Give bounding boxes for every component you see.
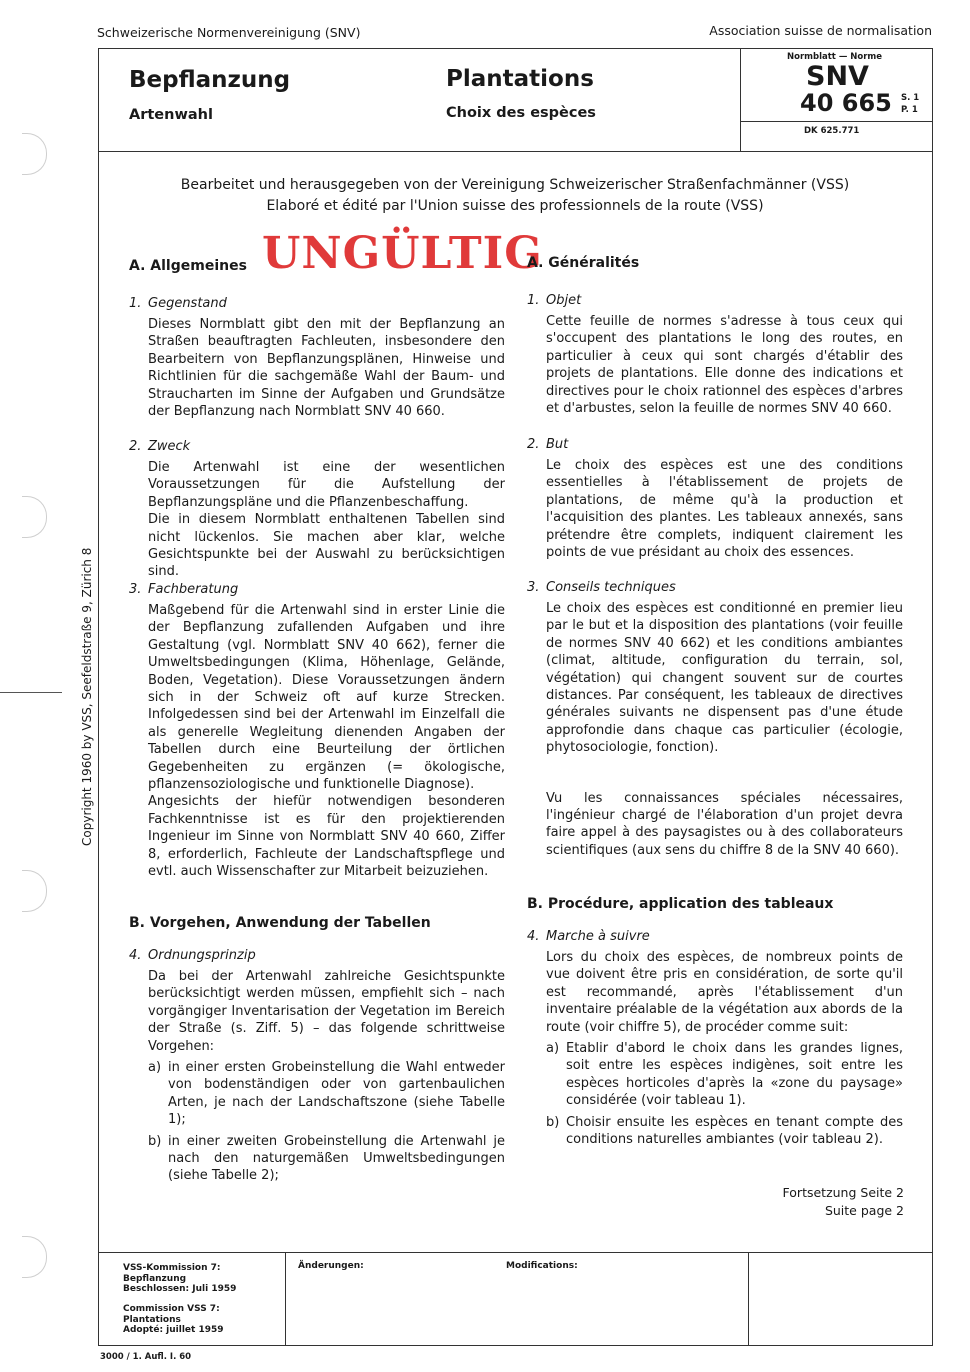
copyright-note: Copyright 1960 by VSS, Seefeldstraße 9, Zürich 8: [80, 547, 94, 846]
de-section-2: [129, 439, 505, 581]
publisher-block: [120, 175, 910, 217]
de-section-4: [129, 948, 505, 1185]
section-number: 4.: [129, 948, 142, 963]
section-text: Da bei der Artenwahl zahlreiche Gesichtspunkte berücksichtigt werden müssen, empfiehlt sich – nach vorgängiger Inventarisation der Vegetation im Bereich der Straße (s. Ziff. 5) – das folgende schrittweise Vorgehen:: [148, 969, 505, 1054]
continuation-fr: Suite page 2: [824, 1202, 904, 1218]
section-number: 2.: [129, 439, 142, 454]
section-text: Le choix des espèces est conditionné en premier lieu par le but et la disposition des plantations (voir feuille de normes SNV 40 662) et les conditions ambiantes (climat, altitude, configuration du terrain, sol, végétation) qui changent souvent sur de courtes distances. Par conséquent, les tableaux de directives générales suivants ne dispensent pas d'une étude approfondie dans chaque cas particulier (écologie, phytosociologie, fonction).: [546, 601, 903, 756]
norm-label: Normblatt — Norme: [787, 52, 883, 62]
list-letter: b): [148, 1133, 162, 1149]
section-b-de: B. Vorgehen, Anwendung der Tabellen: [129, 915, 431, 931]
commission-fr-line: Plantations: [123, 1314, 181, 1325]
commission-de-line: VSS-Kommission 7:: [123, 1263, 221, 1273]
title-fr: Plantations: [446, 66, 594, 92]
fr-section-2: [527, 437, 903, 561]
list-text: in einer zweiten Grobeinstellung die Artenwahl je nach den naturgemäßen Umweltsbedingungen (siehe Tabelle 2);: [168, 1133, 505, 1184]
frame-line: [98, 1345, 933, 1346]
section-title: Gegenstand: [148, 296, 227, 311]
section-text: Lors du choix des espèces, de nombreux points de vue doivent être pris en considération, de sorte qu'il est recommandé, après l'établissement d'un inventaire préalable de la végétation aux abords de la route (voir chiffre 5), de procéder comme suit:: [546, 950, 903, 1035]
list-text: Etablir d'abord le choix dans les grandes lignes, soit entre les espèces indigènes, soit entre les espèces horticoles d'après la «zone du paysage» considérée (voir tableau 1).: [566, 1041, 903, 1109]
footer-line: [98, 1252, 933, 1253]
header-separator: [98, 151, 933, 152]
section-text: Le choix des espèces est une des conditions essentielles à l'établissement de projets de plantations, de même qu'à la production et l'acquisition des plantes. Les tableaux annexés, sans prétendre être complets, indiquent clairement les points de vue présidant au choix des essences.: [546, 458, 903, 561]
section-a-de: A. Allgemeines: [129, 258, 247, 274]
publisher-fr: Elaboré et édité par l'Union suisse des professionnels de la route (VSS): [266, 198, 764, 214]
changes-label-fr: Modifications:: [506, 1261, 578, 1271]
section-text: Maßgebend für die Artenwahl sind in erster Linie die der Bepflanzung zufallenden Aufgaben und ihre Gestaltung (vgl. Normblatt SNV 40 662), ferner die Umweltsbedingungen (Klima, Höhenlage, Gelände, Boden, Vegetation). Diese Voraussetzungen ändern sich in der Schweiz oft auf kurze Strecken. Infolgedessen sind bei der Artenwahl im Einzelfall die als generelle Wegleitung dienenden Angaben der Tabellen durch eine Beurteilung der örtlichen Gegebenheiten zu ergänzen (= ökologische, pflanzensoziologische und funktionelle Diagnose).: [148, 603, 505, 793]
continuation-de: Fortsetzung Seite 2: [782, 1185, 904, 1200]
section-text: Cette feuille de normes s'adresse à tous ceux qui s'occupent des plantations le long des routes, en particulier à ceux qui sont chargés d'établir des projets de plantations. Elle donne des indications et directives pour le choix rationnel des espèces d'arbres et d'arbustes, selon la feuille de normes SNV 40 660.: [546, 314, 903, 417]
footer-line: [748, 1252, 749, 1345]
frame-line: [98, 48, 99, 1345]
commission-de-line: Beschlossen: Juli 1959: [123, 1284, 237, 1294]
section-number: 4.: [527, 929, 540, 944]
invalid-stamp: UNGÜLTIG: [262, 228, 543, 279]
section-text: Die Artenwahl ist eine der wesentlichen Voraussetzungen für die Aufstellung der Bepflanzungspläne und die Pflanzenbeschaffung.: [148, 460, 505, 510]
fr-section-3: [527, 580, 903, 859]
section-title: Marche à suivre: [546, 929, 650, 944]
list-text: in einer ersten Grobeinstellung die Wahl entweder von bodenständigen oder von gartenbaulichen Arten, je nach der Landschaftszone (siehe Tabelle 1);: [168, 1060, 505, 1128]
section-number: 2.: [527, 437, 540, 452]
sheet-p: P. 1: [901, 105, 918, 115]
section-text: Angesichts der hiefür notwendigen besonderen Fachkenntnisse ist es für den projektierenden Ingenieur im Sinne von Normblatt SNV 40 660, Ziffer 8, erforderlich, Fachleute der Landschaftspflege und evtl. auch Wissenschafter zur Mitarbeit beizuziehen.: [148, 794, 505, 880]
fold-mark: [0, 692, 62, 693]
section-title: Objet: [546, 293, 582, 308]
punch-hole-icon: [22, 1236, 47, 1278]
list-item: [148, 1133, 505, 1185]
org-name-fr: Association suisse de normalisation: [709, 23, 932, 38]
fr-section-4: [527, 929, 903, 1148]
section-title: Conseils techniques: [546, 580, 676, 595]
section-number: 1.: [527, 293, 540, 308]
continuation-note: [783, 1184, 904, 1219]
list-item: [546, 1114, 903, 1149]
commission-de-line: Bepflanzung: [123, 1273, 187, 1284]
commission-fr-line: Commission VSS 7:: [123, 1304, 220, 1314]
punch-hole-icon: [22, 870, 47, 912]
section-b-fr: B. Procédure, application des tableaux: [527, 896, 834, 912]
punch-hole-icon: [22, 133, 47, 175]
de-section-1: [129, 296, 505, 420]
section-title: Zweck: [148, 439, 191, 454]
section-number: 1.: [129, 296, 142, 311]
org-name-de: Schweizerische Normenvereinigung (SNV): [97, 25, 361, 40]
list-letter: a): [148, 1060, 162, 1076]
subtitle-fr: Choix des espèces: [446, 105, 596, 121]
section-title: But: [546, 437, 569, 452]
subtitle-de: Artenwahl: [129, 107, 213, 123]
section-number: 3.: [129, 582, 142, 597]
list-letter: b): [546, 1114, 560, 1130]
list-text: Choisir ensuite les espèces en tenant compte des conditions naturelles ambiantes (voir tableau 2).: [566, 1114, 903, 1148]
frame-line: [98, 48, 932, 49]
section-text: Dieses Normblatt gibt den mit der Bepflanzung an Straßen beauftragten Fachleuten, insbesondere den Bearbeitern von Bepflanzungsplänen, Hinweise und Richtlinien für die sachgemäße Wahl der Baum- und Straucharten im Sinne der Aufgaben und Grundsätze der Bepflanzung nach Normblatt SNV 40 660.: [148, 317, 505, 420]
section-a-fr: A. Généralités: [527, 255, 640, 271]
section-text: Die in diesem Normblatt enthaltenen Tabellen sind nicht lückenlos. Sie machen aber klar, welche Gesichtspunkte bei der Auswahl zu berücksichtigen sind.: [148, 512, 505, 580]
dk-number: DK 625.771: [804, 126, 860, 136]
list-item: [148, 1059, 505, 1129]
commission-fr-line: Adopté: juillet 1959: [123, 1325, 224, 1335]
changes-label-de: Änderungen:: [298, 1261, 364, 1271]
snv-label: SNV: [806, 61, 869, 92]
print-note: 3000 / 1. Aufl. I. 60: [100, 1352, 192, 1362]
footer-line: [285, 1252, 286, 1345]
norm-number: 40 665: [800, 89, 892, 117]
commission-fr: [123, 1304, 224, 1336]
section-text: Vu les connaissances spéciales nécessaires, l'ingénieur chargé de l'élaboration d'un projet devra faire appel à des paysagistes ou à des collaborateurs scientifiques (aux sens du chiffre 8 de la SNV 40 660).: [546, 790, 903, 858]
title-de: Bepflanzung: [129, 67, 291, 93]
frame-line: [932, 48, 933, 1345]
frame-line: [740, 121, 932, 122]
publisher-de: Bearbeitet und herausgegeben von der Vereinigung Schweizerischer Straßenfachmänner (VSS): [180, 177, 850, 193]
section-title: Fachberatung: [148, 582, 239, 597]
sheet-s: S. 1: [901, 93, 920, 103]
fr-section-1: [527, 293, 903, 417]
list-item: [546, 1040, 903, 1110]
commission-de: [123, 1263, 236, 1295]
list-letter: a): [546, 1041, 560, 1057]
section-title: Ordnungsprinzip: [148, 948, 256, 963]
de-section-3: [129, 582, 505, 881]
punch-hole-icon: [22, 496, 47, 538]
section-number: 3.: [527, 580, 540, 595]
frame-line: [740, 48, 741, 151]
